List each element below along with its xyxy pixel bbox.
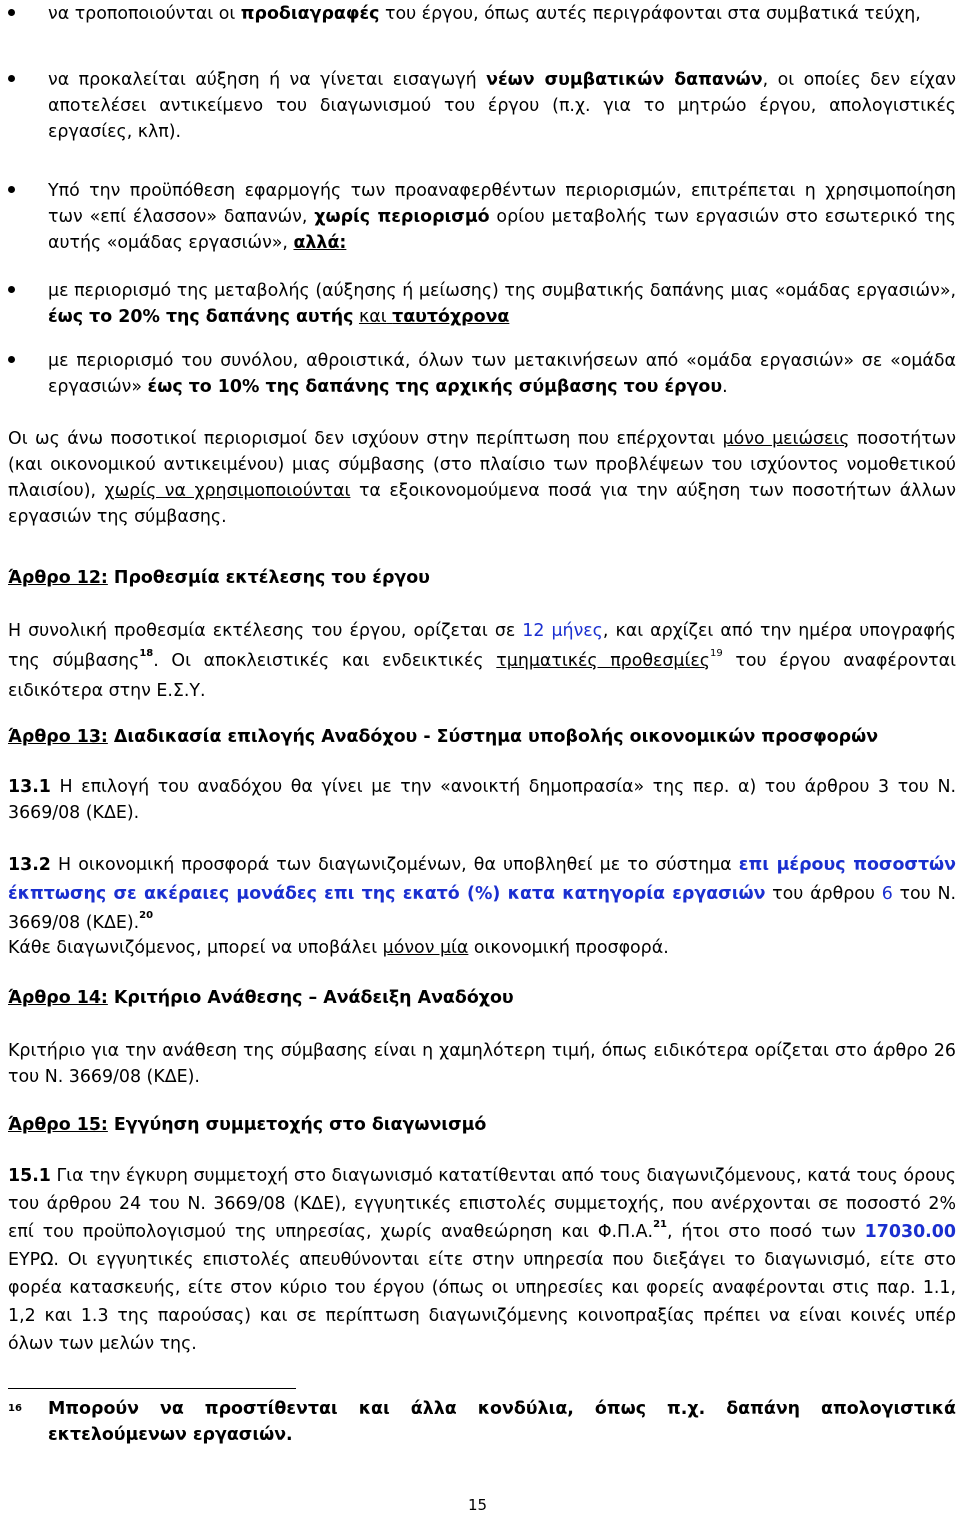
article-13-2: 13.2 Η οικονομική προσφορά των διαγωνιζομένων, θα υποβληθεί με το σύστημα επι μέρους ποσοστών έκπτωσης σε ακέραιες μονάδες επι της εκατό (%) κατα κατηγορία εργασιών του άρθρου 6 του Ν. 3669/08 (ΚΔΕ).$^{20}$	[8, 855, 957, 933]
article-13-note: Κάθε διαγωνιζόμενος, μπορεί να υποβάλει μόνον μία οικονομική προσφορά.	[8, 938, 669, 958]
article-14-body: Κριτήριο για την ανάθεση της σύμβασης είναι η χαμηλότερη τιμή, όπως ειδικότερα ορίζεται στο άρθρο 26 του Ν. 3669/08 (ΚΔΕ).	[8, 1041, 956, 1087]
bullet-item: να προκαλείται αύξηση ή να γίνεται εισαγωγή νέων συμβατικών δαπανών, οι οποίες δεν είχαν αποτελέσει αντικείμενο του διαγωνισμού του έργου (π.χ. για το μητρώο έργου, απολογιστικές εργασίες, κλπ).	[48, 70, 956, 142]
article-12-heading: Άρθρο 12: Προθεσμία εκτέλεσης του έργου	[8, 568, 430, 588]
bullet-icon	[8, 356, 20, 368]
article-13-1: 13.1 Η επιλογή του αναδόχου θα γίνει με την «ανοικτή δημοπρασία» της περ. α) του άρθρου 3 του Ν. 3669/08 (ΚΔΕ).	[8, 777, 956, 823]
bullet-icon	[8, 9, 20, 21]
article-13-heading: Άρθρο 13: Διαδικασία επιλογής Αναδόχου - Σύστημα υποβολής οικονομικών προσφορών	[8, 727, 879, 747]
footnote-separator	[8, 1388, 296, 1389]
footnote-text: Μπορούν να προστίθενται και άλλα κονδύλια, όπως π.χ. δαπάνη απολογιστικά εκτελούμενων εργασιών.	[48, 1399, 956, 1445]
page-number: 15	[468, 1496, 488, 1514]
bullet-item: να τροποποιούνται οι προδιαγραφές του έργου, όπως αυτές περιγράφονται στα συμβατικά τεύχη,	[48, 4, 921, 24]
footnote-number: 16	[8, 1403, 22, 1414]
bullet-icon	[8, 286, 20, 298]
paragraph: Οι ως άνω ποσοτικοί περιορισμοί δεν ισχύουν στην περίπτωση που επέρχονται μόνο μειώσεις ποσοτήτων (και οικονομικού αντικειμένου) μιας σύμβασης (στο πλαίσιο των προβλέψεων του ισχύοντος νομοθετικού πλαισίου), χωρίς να χρησιμοποιούνται τα εξοικονομούμενα ποσά για την αύξηση των ποσοτήτων άλλων εργασιών της σύμβασης.	[8, 429, 957, 527]
article-14-heading: Άρθρο 14: Κριτήριο Ανάθεσης – Ανάδειξη Αναδόχου	[8, 988, 514, 1008]
article-15-heading: Άρθρο 15: Εγγύηση συμμετοχής στο διαγωνισμό	[8, 1115, 487, 1135]
bullet-item: με περιορισμό του συνόλου, αθροιστικά, όλων των μετακινήσεων από «ομάδα εργασιών» σε «ομάδα εργασιών» έως το 10% της δαπάνης της αρχικής σύμβασης του έργου.	[48, 351, 956, 397]
article-15-1: 15.1 Για την έγκυρη συμμετοχή στο διαγωνισμό κατατίθενται από τους διαγωνιζόμενους, κατά τους όρους του άρθρου 24 του Ν. 3669/08 (ΚΔΕ), εγγυητικές επιστολές συμμετοχής, που ανέρχονται σε ποσοστό 2% επί του προϋπολογισμού της υπηρεσίας, χωρίς αναθεώρηση και Φ.Π.Α.$^{21}$, ήτοι στο ποσό των 17030.00 ΕΥΡΩ. Οι εγγυητικές επιστολές απευθύνονται είτε στην υπηρεσία που διεξάγει το διαγωνισμό, είτε στο φορέα κατασκευής, είτε στον κύριο του έργου (όπως οι υπηρεσίες και φορείς αναφέρονται στις παρ. 1.1, 1,2 και 1.3 της παρούσας) και σε περίπτωση διαγωνιζόμενης κοινοπραξίας πρέπει να είναι κοινές υπέρ όλων των μελών της.	[8, 1166, 956, 1354]
bullet-icon	[8, 186, 20, 198]
article-12-body: Η συνολική προθεσμία εκτέλεσης του έργου, ορίζεται σε 12 μήνες, και αρχίζει από την ημέρα υπογραφής της σύμβασης$^{18}$. Οι αποκλειστικές και ενδεικτικές τμηματικές προθεσμίες$^{19}$ του έργου αναφέρονται ειδικότερα στην Ε.Σ.Υ.	[8, 621, 956, 701]
bullet-item: Υπό την προϋπόθεση εφαρμογής των προαναφερθέντων περιορισμών, επιτρέπεται η χρησιμοποίηση των «επί έλασσον» δαπανών, χωρίς περιορισμό ορίου μεταβολής των εργασιών στο εσωτερικό της αυτής «ομάδας εργασιών», αλλά:	[48, 181, 956, 253]
footnote	[8, 1396, 956, 1448]
bullet-item: με περιορισμό της μεταβολής (αύξησης ή μείωσης) της συμβατικής δαπάνης μιας «ομάδας εργασιών», έως το 20% της δαπάνης αυτής και ταυτόχρονα	[48, 281, 956, 327]
bullet-icon	[8, 75, 20, 87]
